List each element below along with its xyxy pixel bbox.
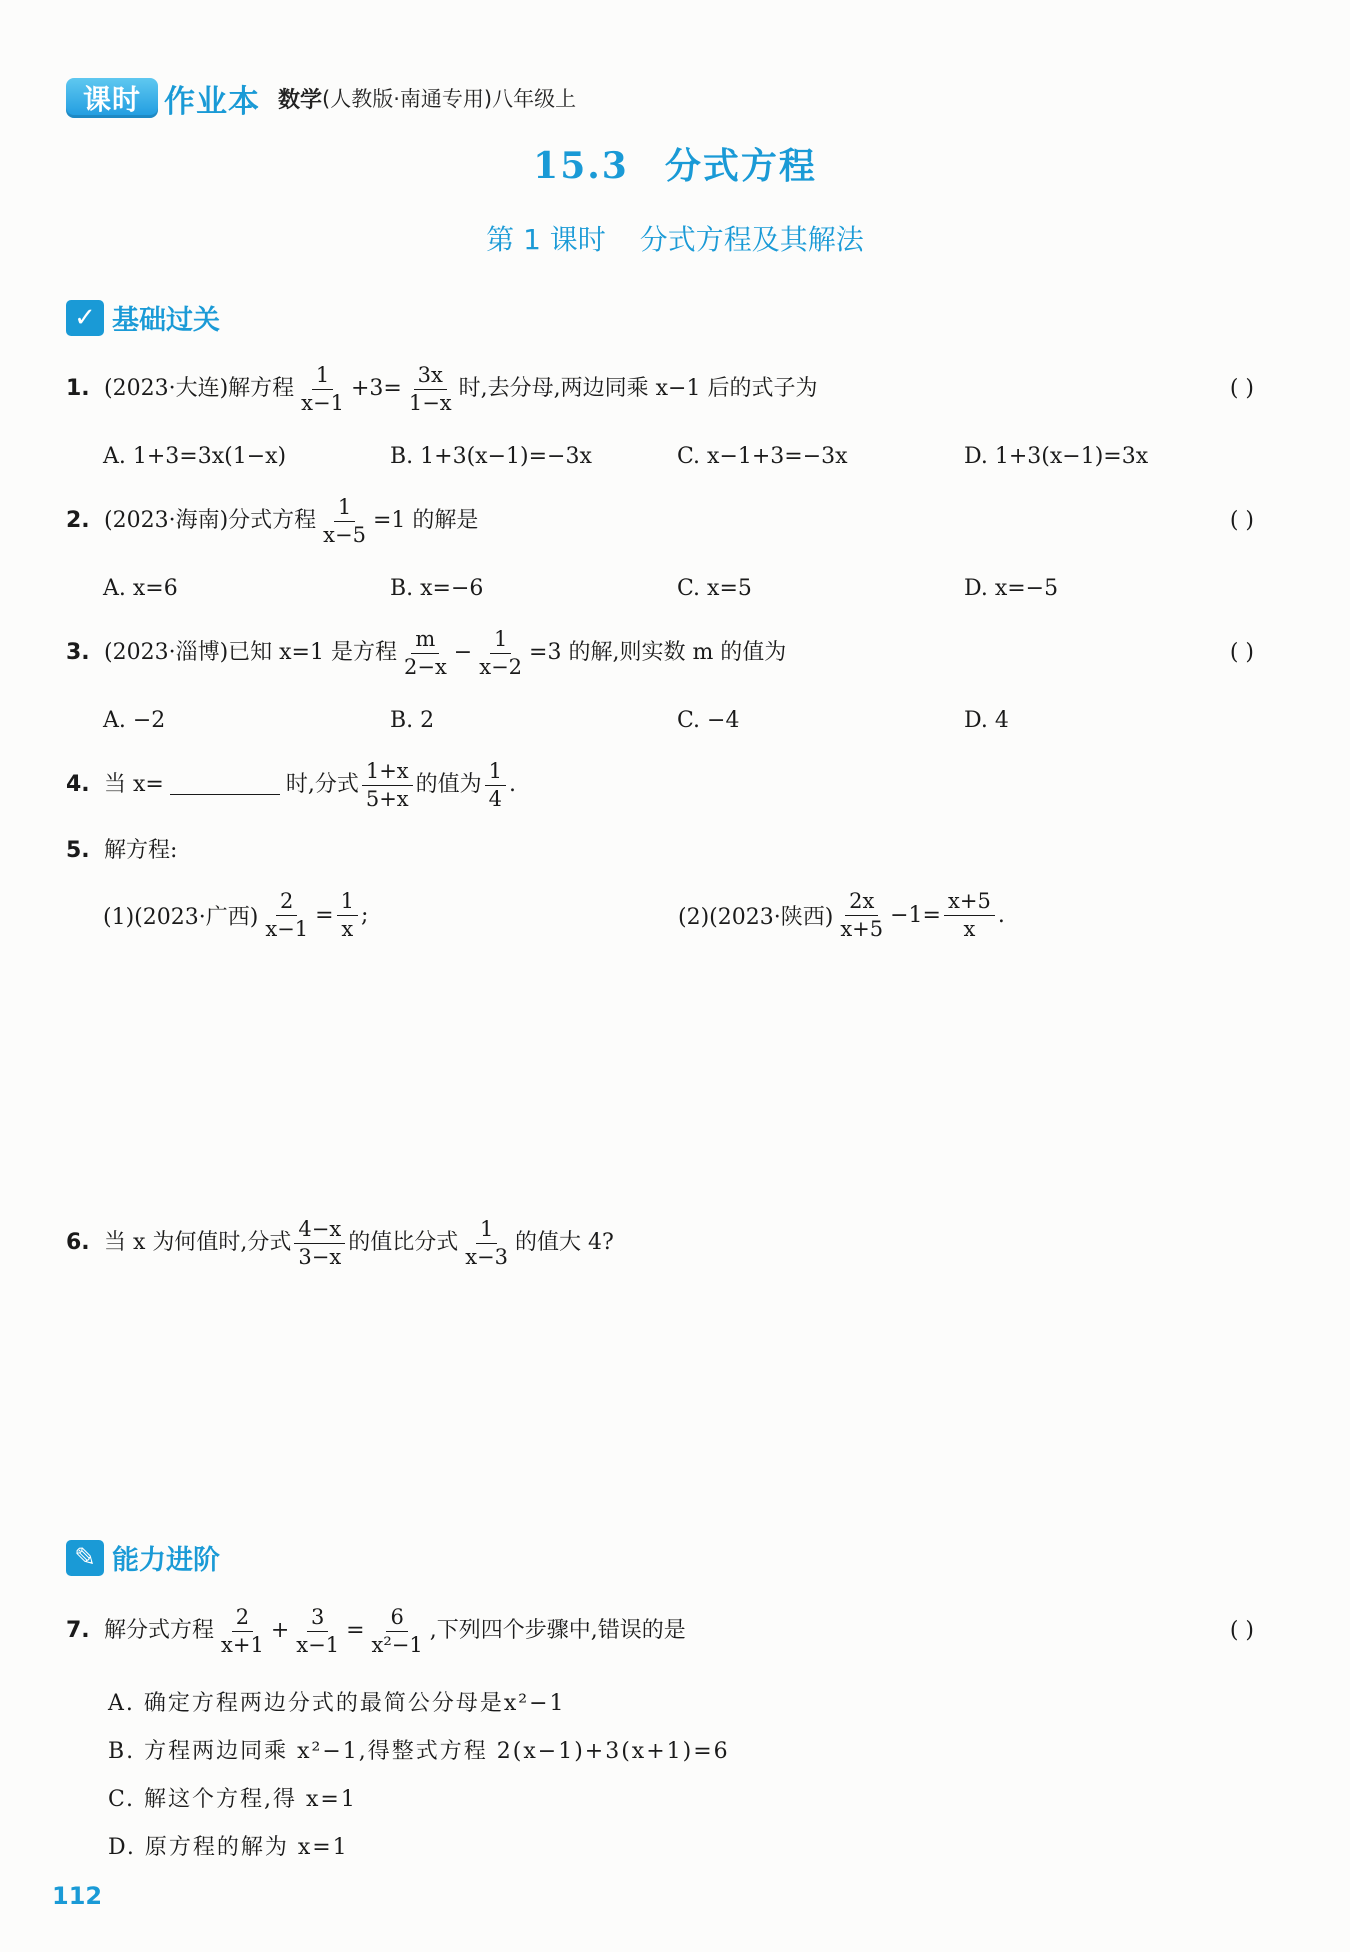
question-text: (2023·淄博)已知 x=1 是方程 <box>104 640 397 665</box>
block-head-advanced <box>66 1538 220 1577</box>
denominator: 3−x <box>298 1244 342 1269</box>
fraction <box>294 1218 345 1267</box>
question-text: =1 的解是 <box>372 508 479 533</box>
fraction <box>297 364 348 413</box>
denominator: x²−1 <box>371 1632 423 1657</box>
question-text: 时,去分母,两边同乘 x−1 后的式子为 <box>458 376 818 401</box>
question-number: 6. <box>66 1230 90 1255</box>
option-d[interactable]: D. 原方程的解为 x=1 <box>108 1835 349 1860</box>
numerator: 3x <box>414 364 447 389</box>
edition-label: (人教版·南通专用)八年级上 <box>322 87 577 111</box>
question-text: +3= <box>350 376 402 401</box>
subject-label: 数学 <box>278 87 323 113</box>
question-text: 的值大 4? <box>515 1230 614 1255</box>
option-a[interactable]: A. 1+3=3x(1−x) <box>103 444 287 469</box>
question-text: ,下列四个步骤中,错误的是 <box>429 1618 686 1643</box>
fraction <box>337 890 358 939</box>
answer-bracket[interactable]: ( ) <box>1229 1618 1254 1643</box>
lesson-name: 分式方程及其解法 <box>639 223 864 256</box>
question-text: 当 x= <box>104 772 164 797</box>
question-3 <box>66 626 1254 680</box>
question-text: 解分式方程 <box>104 1618 215 1643</box>
denominator: 2−x <box>403 654 447 679</box>
question-text: =3 的解,则实数 m 的值为 <box>529 640 787 665</box>
fraction <box>400 628 451 677</box>
question-number: 4. <box>66 772 90 797</box>
question-text: −1= <box>890 902 941 928</box>
option-c[interactable]: C. 解这个方程,得 x=1 <box>108 1787 357 1812</box>
numerator: 1+x <box>362 760 413 785</box>
numerator: 1 <box>337 890 358 915</box>
numerator: 4−x <box>294 1218 345 1243</box>
section-name: 分式方程 <box>664 146 817 187</box>
fraction <box>319 496 370 545</box>
numerator: 2x <box>845 890 878 915</box>
fraction <box>944 890 995 939</box>
answer-bracket[interactable]: ( ) <box>1229 508 1254 533</box>
denominator: x+1 <box>221 1632 264 1657</box>
numerator: 1 <box>312 364 333 389</box>
numerator: 1 <box>485 760 506 785</box>
question-5 <box>66 836 1254 866</box>
option-c[interactable]: C. x=5 <box>677 576 752 601</box>
denominator: 5+x <box>365 786 409 811</box>
option-d[interactable]: D. x=−5 <box>964 576 1059 601</box>
fraction <box>292 1606 343 1655</box>
numerator: x+5 <box>944 890 995 915</box>
options-3 <box>103 708 1253 733</box>
logo-badge: 课时 <box>66 78 158 118</box>
option-b[interactable]: B. 2 <box>390 708 435 733</box>
question-2 <box>66 494 1254 548</box>
block-label-basic: 基础过关 <box>112 305 220 336</box>
question-text: . <box>997 902 1005 928</box>
question-text: 的值为 <box>415 772 482 797</box>
answer-bracket[interactable]: ( ) <box>1229 376 1254 401</box>
question-number: 2. <box>66 508 90 533</box>
numerator: 3 <box>307 1606 328 1631</box>
question-number: 5. <box>66 838 90 863</box>
question-text: = <box>346 1618 365 1643</box>
question-text: = <box>315 902 334 928</box>
denominator: x−2 <box>479 654 523 679</box>
denominator: x <box>341 916 354 941</box>
option-b[interactable]: B. x=−6 <box>390 576 484 601</box>
fraction <box>217 1606 268 1655</box>
denominator: 4 <box>488 786 503 811</box>
denominator: x+5 <box>840 916 884 941</box>
fill-in-blank[interactable] <box>170 775 280 795</box>
sub-question-label: (1)(2023·广西) <box>103 904 259 930</box>
question-text: 时,分式 <box>285 772 359 797</box>
question-1 <box>66 362 1254 416</box>
option-c[interactable]: C. x−1+3=−3x <box>677 444 848 469</box>
denominator: x <box>963 916 976 941</box>
option-a[interactable]: A. 确定方程两边分式的最简公分母是x²−1 <box>108 1691 566 1716</box>
question-number: 3. <box>66 640 90 665</box>
option-a[interactable]: A. −2 <box>103 708 166 733</box>
option-a[interactable]: A. x=6 <box>103 576 178 601</box>
question-4 <box>66 758 1254 812</box>
denominator: x−1 <box>301 390 344 415</box>
option-c[interactable]: C. −4 <box>677 708 740 733</box>
question-text: . <box>509 772 517 797</box>
lesson-title <box>0 218 1350 258</box>
question-6 <box>66 1216 1254 1270</box>
question-text: ; <box>360 902 369 928</box>
checkbox-icon: ✓ <box>66 300 104 336</box>
question-7 <box>66 1604 1254 1658</box>
fraction <box>405 364 456 413</box>
denominator: x−5 <box>323 522 366 547</box>
sub-question-label: (2)(2023·陕西) <box>678 904 834 930</box>
denominator: x−1 <box>265 916 309 941</box>
denominator: 1−x <box>408 390 452 415</box>
fraction <box>461 1218 512 1267</box>
options-2 <box>103 576 1253 601</box>
numerator: 1 <box>490 628 511 653</box>
denominator: x−1 <box>296 1632 340 1657</box>
question-number: 1. <box>66 376 90 401</box>
page-number: 112 <box>52 1882 103 1910</box>
section-number: 15.3 <box>533 145 629 187</box>
fraction <box>368 1606 427 1655</box>
fraction <box>475 628 526 677</box>
question-text: (2023·大连)解方程 <box>104 376 295 401</box>
question-5-part-1 <box>103 888 368 942</box>
question-text: 的值比分式 <box>348 1230 459 1255</box>
question-number: 7. <box>66 1618 90 1643</box>
fraction <box>836 890 887 939</box>
option-d[interactable]: D. 4 <box>964 708 1009 733</box>
numerator: 2 <box>232 1606 253 1631</box>
lesson-number: 第 1 课时 <box>486 223 606 256</box>
question-5-part-2 <box>678 888 1005 942</box>
block-head-basic <box>66 298 220 337</box>
question-text: (2023·海南)分式方程 <box>104 508 317 533</box>
question-text: + <box>270 1618 290 1643</box>
block-label-advanced: 能力进阶 <box>112 1545 220 1576</box>
numerator: 2 <box>276 890 297 915</box>
fraction <box>261 890 312 939</box>
answer-bracket[interactable]: ( ) <box>1229 640 1254 665</box>
logo-text: 作业本 <box>164 83 260 120</box>
numerator: 1 <box>334 496 355 521</box>
fraction <box>362 760 413 809</box>
option-d[interactable]: D. 1+3(x−1)=3x <box>964 444 1149 469</box>
option-b[interactable]: B. 方程两边同乘 x²−1,得整式方程 2(x−1)+3(x+1)=6 <box>108 1739 730 1764</box>
question-text: 当 x 为何值时,分式 <box>104 1230 292 1255</box>
numerator: m <box>411 628 439 653</box>
fraction <box>485 760 506 809</box>
book-header <box>66 76 576 120</box>
section-title <box>0 138 1350 189</box>
numerator: 1 <box>476 1218 497 1243</box>
numerator: 6 <box>386 1606 407 1631</box>
question-text: 解方程: <box>104 838 178 863</box>
question-text: − <box>453 640 473 665</box>
option-b[interactable]: B. 1+3(x−1)=−3x <box>390 444 592 469</box>
denominator: x−3 <box>465 1244 509 1269</box>
pencil-icon: ✎ <box>66 1540 104 1576</box>
options-1 <box>103 444 1253 469</box>
